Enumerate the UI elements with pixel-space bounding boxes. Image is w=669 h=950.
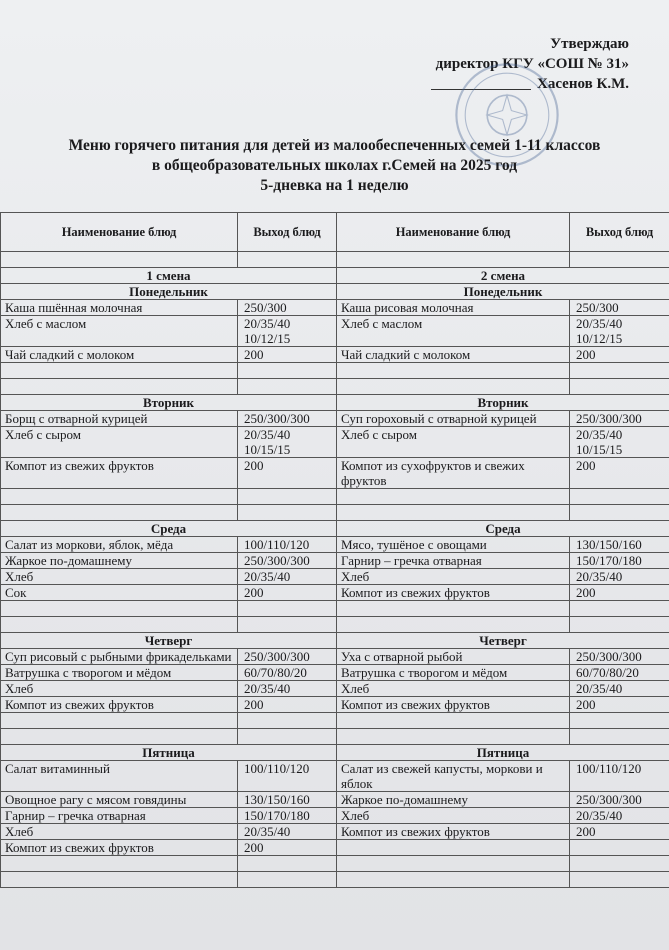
portion-shift-1: 200	[238, 697, 337, 713]
approval-position: директор КГУ «СОШ № 31»	[435, 56, 629, 72]
day-label-shift-2: Четверг	[337, 633, 669, 649]
document-title	[0, 136, 669, 196]
portion-shift-2: 200	[570, 347, 669, 363]
table-row-empty	[1, 252, 669, 268]
dish-name-shift-2: Гарнир – гречка отварная	[337, 553, 570, 569]
day-header-row	[1, 521, 669, 537]
header-portion-2: Выход блюд	[570, 213, 669, 252]
dish-name-shift-1: Хлеб с сыром	[1, 427, 238, 458]
portion-shift-2: 20/35/40 10/12/15	[570, 316, 669, 347]
table-row-empty	[1, 617, 669, 633]
shift-1-label: 1 смена	[1, 268, 337, 284]
dish-name-shift-1: Ватрушка с творогом и мёдом	[1, 665, 238, 681]
portion-shift-1: 20/35/40	[238, 569, 337, 585]
day-label-shift-2: Среда	[337, 521, 669, 537]
table-row	[1, 792, 669, 808]
table-row	[1, 697, 669, 713]
header-dish-name-2: Наименование блюд	[337, 213, 570, 252]
dish-name-shift-2: Чай сладкий с молоком	[337, 347, 570, 363]
portion-shift-1: 200	[238, 347, 337, 363]
portion-shift-1: 130/150/160	[238, 792, 337, 808]
dish-name-shift-2: Хлеб с маслом	[337, 316, 570, 347]
portion-shift-2: 200	[570, 458, 669, 489]
day-label-shift-1: Пятница	[1, 745, 337, 761]
portion-shift-2: 250/300/300	[570, 649, 669, 665]
table-row	[1, 347, 669, 363]
dish-name-shift-1: Каша пшённая молочная	[1, 300, 238, 316]
portion-shift-1: 100/110/120	[238, 761, 337, 792]
table-row-empty	[1, 601, 669, 617]
table-row-empty	[1, 872, 669, 888]
portion-shift-1: 250/300/300	[238, 649, 337, 665]
dish-name-shift-1: Хлеб с маслом	[1, 316, 238, 347]
dish-name-shift-1: Суп рисовый с рыбными фрикадельками	[1, 649, 238, 665]
dish-name-shift-1: Салат из моркови, яблок, мёда	[1, 537, 238, 553]
header-dish-name-1: Наименование блюд	[1, 213, 238, 252]
portion-shift-1: 200	[238, 840, 337, 856]
portion-shift-2: 200	[570, 585, 669, 601]
day-label-shift-1: Понедельник	[1, 284, 337, 300]
table-row	[1, 585, 669, 601]
dish-name-shift-2: Хлеб с сыром	[337, 427, 570, 458]
shift-row	[1, 268, 669, 284]
table-row	[1, 681, 669, 697]
dish-name-shift-2: Суп гороховый с отварной курицей	[337, 411, 570, 427]
menu-table-body	[1, 213, 669, 888]
dish-name-shift-1: Борщ с отварной курицей	[1, 411, 238, 427]
portion-shift-1: 20/35/40 10/12/15	[238, 316, 337, 347]
approval-name: Хасенов К.М.	[537, 76, 629, 92]
dish-name-shift-1: Овощное рагу с мясом говядины	[1, 792, 238, 808]
table-row	[1, 649, 669, 665]
table-row-empty	[1, 713, 669, 729]
day-header-row	[1, 395, 669, 411]
portion-shift-2: 60/70/80/20	[570, 665, 669, 681]
table-row	[1, 569, 669, 585]
dish-name-shift-2: Компот из свежих фруктов	[337, 824, 570, 840]
portion-shift-1: 250/300	[238, 300, 337, 316]
dish-name-shift-1: Гарнир – гречка отварная	[1, 808, 238, 824]
dish-name-shift-2: Каша рисовая молочная	[337, 300, 570, 316]
dish-name-shift-2: Компот из свежих фруктов	[337, 697, 570, 713]
dish-name-shift-2: Компот из свежих фруктов	[337, 585, 570, 601]
day-label-shift-2: Вторник	[337, 395, 669, 411]
portion-shift-1: 200	[238, 585, 337, 601]
portion-shift-2: 150/170/180	[570, 553, 669, 569]
portion-shift-1: 200	[238, 458, 337, 489]
portion-shift-2: 250/300/300	[570, 411, 669, 427]
dish-name-shift-1: Компот из свежих фруктов	[1, 458, 238, 489]
table-row	[1, 316, 669, 347]
table-row	[1, 458, 669, 489]
portion-shift-1: 150/170/180	[238, 808, 337, 824]
portion-shift-2: 200	[570, 824, 669, 840]
portion-shift-1: 20/35/40	[238, 824, 337, 840]
day-header-row	[1, 745, 669, 761]
dish-name-shift-2: Хлеб	[337, 681, 570, 697]
menu-table	[0, 212, 669, 888]
table-row-empty	[1, 489, 669, 505]
table-row	[1, 665, 669, 681]
table-row-empty	[1, 856, 669, 872]
approval-title: Утверждаю	[550, 36, 629, 52]
table-header-row	[1, 213, 669, 252]
portion-shift-2: 200	[570, 697, 669, 713]
dish-name-shift-1: Хлеб	[1, 681, 238, 697]
day-label-shift-1: Среда	[1, 521, 337, 537]
portion-shift-2: 100/110/120	[570, 761, 669, 792]
portion-shift-2: 130/150/160	[570, 537, 669, 553]
table-row	[1, 761, 669, 792]
portion-shift-2: 20/35/40 10/15/15	[570, 427, 669, 458]
day-label-shift-1: Вторник	[1, 395, 337, 411]
dish-name-shift-1: Хлеб	[1, 824, 238, 840]
dish-name-shift-1: Хлеб	[1, 569, 238, 585]
day-label-shift-2: Понедельник	[337, 284, 669, 300]
shift-2-label: 2 смена	[337, 268, 669, 284]
table-row	[1, 553, 669, 569]
day-header-row	[1, 633, 669, 649]
title-line-2: в общеобразовательных школах г.Семей на 2025 год	[151, 157, 518, 174]
dish-name-shift-1: Жаркое по-домашнему	[1, 553, 238, 569]
table-row	[1, 840, 669, 856]
title-line-3: 5-дневка на 1 неделю	[260, 177, 409, 194]
portion-shift-2: 20/35/40	[570, 569, 669, 585]
table-row-empty	[1, 363, 669, 379]
dish-name-shift-2: Хлеб	[337, 569, 570, 585]
table-row	[1, 537, 669, 553]
portion-shift-1: 250/300/300	[238, 411, 337, 427]
dish-name-shift-2: Хлеб	[337, 808, 570, 824]
portion-shift-1: 250/300/300	[238, 553, 337, 569]
table-row	[1, 824, 669, 840]
dish-name-shift-2: Компот из сухофруктов и свежих фруктов	[337, 458, 570, 489]
dish-name-shift-2: Жаркое по-домашнему	[337, 792, 570, 808]
portion-shift-2: 20/35/40	[570, 681, 669, 697]
portion-shift-1: 20/35/40	[238, 681, 337, 697]
day-header-row	[1, 284, 669, 300]
dish-name-shift-2: Уха с отварной рыбой	[337, 649, 570, 665]
portion-shift-1: 60/70/80/20	[238, 665, 337, 681]
table-row	[1, 411, 669, 427]
portion-shift-2	[570, 840, 669, 856]
portion-shift-1: 20/35/40 10/15/15	[238, 427, 337, 458]
dish-name-shift-2: Ватрушка с творогом и мёдом	[337, 665, 570, 681]
portion-shift-2: 20/35/40	[570, 808, 669, 824]
table-row-empty	[1, 729, 669, 745]
dish-name-shift-2: Мясо, тушёное с овощами	[337, 537, 570, 553]
table-row-empty	[1, 505, 669, 521]
table-row	[1, 300, 669, 316]
table-row-empty	[1, 379, 669, 395]
day-label-shift-2: Пятница	[337, 745, 669, 761]
title-line-1: Меню горячего питания для детей из малообеспеченных семей 1-11 классов	[68, 137, 601, 154]
portion-shift-1: 100/110/120	[238, 537, 337, 553]
dish-name-shift-1: Салат витаминный	[1, 761, 238, 792]
header-portion-1: Выход блюд	[238, 213, 337, 252]
day-label-shift-1: Четверг	[1, 633, 337, 649]
table-row	[1, 427, 669, 458]
portion-shift-2: 250/300/300	[570, 792, 669, 808]
dish-name-shift-2: Салат из свежей капусты, моркови и яблок	[337, 761, 570, 792]
dish-name-shift-2	[337, 840, 570, 856]
dish-name-shift-1: Компот из свежих фруктов	[1, 697, 238, 713]
dish-name-shift-1: Сок	[1, 585, 238, 601]
dish-name-shift-1: Чай сладкий с молоком	[1, 347, 238, 363]
table-row	[1, 808, 669, 824]
portion-shift-2: 250/300	[570, 300, 669, 316]
dish-name-shift-1: Компот из свежих фруктов	[1, 840, 238, 856]
